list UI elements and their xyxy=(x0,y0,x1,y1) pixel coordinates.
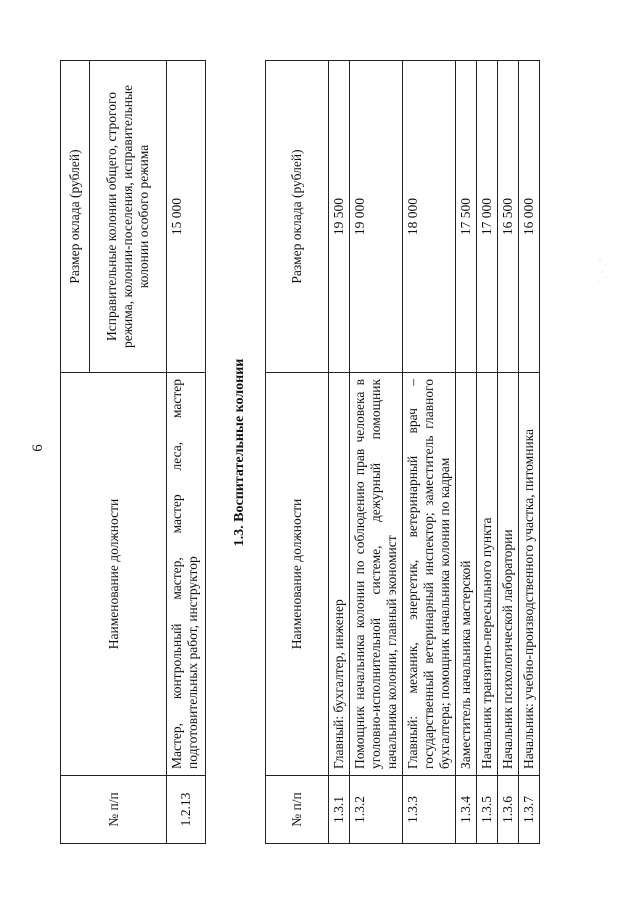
column-header-num: № п/п xyxy=(266,776,329,844)
row-position: Главный: механик, энергетик, ветеринарный врач – государственный ветеринарный инспектор; заместитель главного бухгалтера; помощник начальника колонии по кадрам xyxy=(403,373,456,776)
row-salary: 16 000 xyxy=(519,61,540,373)
column-header-salary: Размер оклада (рублей) xyxy=(61,61,90,373)
row-num: 1.3.7 xyxy=(519,776,540,844)
section-heading: 1.3. Воспитательные колонии xyxy=(232,358,247,547)
column-header-name: Наименование должности xyxy=(266,373,329,776)
table-row xyxy=(329,61,350,844)
scan-speckle xyxy=(597,255,611,285)
table-row xyxy=(477,61,498,844)
table-row xyxy=(403,61,456,844)
row-position: Начальник транзитно-пересыльного пункта xyxy=(477,373,498,776)
column-header-salary: Размер оклада (рублей) xyxy=(266,61,329,373)
column-header-num: № п/п xyxy=(61,776,167,844)
salary-table-continuation xyxy=(60,60,206,844)
row-num: 1.3.2 xyxy=(350,776,403,844)
row-salary: 17 500 xyxy=(456,61,477,373)
row-position: Мастер, контрольный мастер, мастер леса, мастер подготовительных работ, инструктор xyxy=(167,373,206,776)
row-num: 1.3.3 xyxy=(403,776,456,844)
page-number: 6 xyxy=(30,444,46,452)
row-num: 1.3.4 xyxy=(456,776,477,844)
table-row xyxy=(167,61,206,844)
row-salary: 18 000 xyxy=(403,61,456,373)
table-row xyxy=(350,61,403,844)
salary-table-educational-colonies xyxy=(265,60,540,844)
row-position: Помощник начальника колонии по соблюдению прав человека в уголовно-исполнительной системе, дежурный помощник начальника колонии, главный экономист xyxy=(350,373,403,776)
table-row xyxy=(456,61,477,844)
row-num: 1.3.5 xyxy=(477,776,498,844)
row-salary: 19 500 xyxy=(329,61,350,373)
row-num: 1.2.13 xyxy=(167,776,206,844)
row-position: Главный: бухгалтер, инженер xyxy=(329,373,350,776)
table-row xyxy=(498,61,519,844)
row-salary: 17 000 xyxy=(477,61,498,373)
row-position: Начальник психологической лаборатории xyxy=(498,373,519,776)
column-subheader-colony-type: Исправительные колонии общего, строгого режима, колонии-поселения, исправительные колонии особого режима xyxy=(90,61,167,373)
row-salary: 19 000 xyxy=(350,61,403,373)
column-header-name: Наименование должности xyxy=(61,373,167,776)
row-num: 1.3.1 xyxy=(329,776,350,844)
row-salary: 15 000 xyxy=(167,61,206,373)
row-salary: 16 500 xyxy=(498,61,519,373)
row-position: Заместитель начальника мастерской xyxy=(456,373,477,776)
table-row xyxy=(519,61,540,844)
row-position: Начальник: учебно-производственного участка, питомника xyxy=(519,373,540,776)
row-num: 1.3.6 xyxy=(498,776,519,844)
